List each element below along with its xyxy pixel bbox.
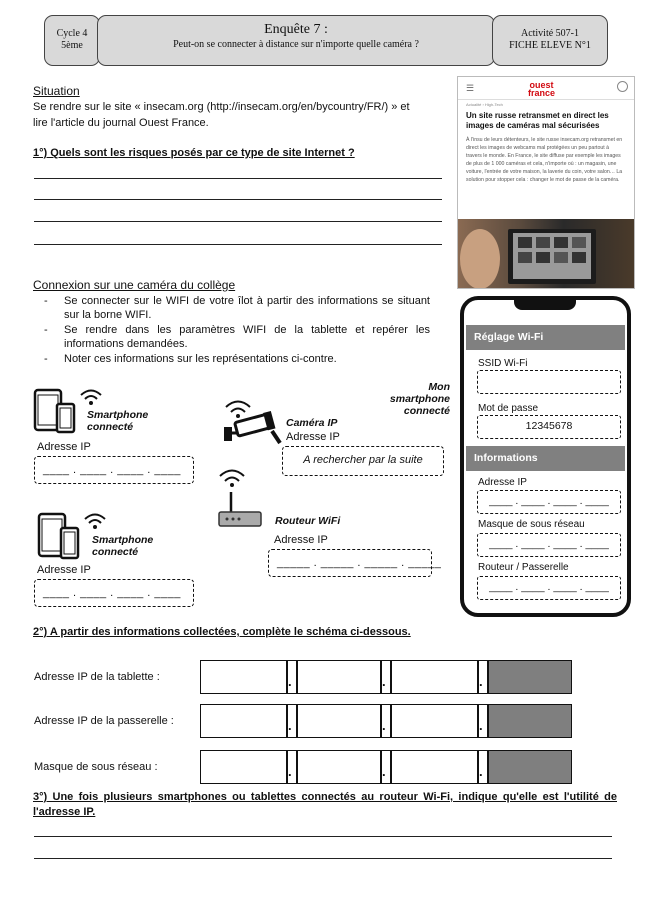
- answer-line[interactable]: [34, 244, 442, 245]
- wifi-settings-header: Réglage Wi-Fi: [466, 325, 625, 350]
- octet-separator: .: [288, 674, 292, 689]
- header-level-box: [44, 15, 100, 66]
- schema-row-label: Masque de sous réseau :: [34, 761, 158, 773]
- question-3-line-2: l'adresse IP.: [33, 806, 96, 818]
- octet-box[interactable]: [297, 750, 381, 784]
- question-1: 1°) Quels sont les risques posés par ce type de site Internet ?: [33, 147, 355, 159]
- smartphone-1-ip-label: Adresse IP: [37, 441, 91, 453]
- instruction-item: - Se rendre dans les paramètres WIFI de la tablette et repérer les informations demandées.: [38, 323, 430, 351]
- article-breadcrumb: Actualité › High-Tech: [466, 102, 503, 107]
- article-screenshot: [457, 76, 635, 289]
- octet-box[interactable]: [391, 750, 478, 784]
- octet-box[interactable]: [200, 660, 287, 694]
- schema-row-tablet-ip: [200, 660, 572, 694]
- router-ip-label: Adresse IP: [274, 534, 328, 546]
- octet-box[interactable]: [200, 704, 287, 738]
- octet-box[interactable]: [391, 660, 478, 694]
- article-title: Un site russe retransmet en direct les images de caméras mal sécurisées: [466, 111, 609, 130]
- label-line: smartphone: [389, 393, 450, 405]
- header-title-box: [97, 15, 495, 66]
- header-activity-box: [492, 15, 608, 66]
- ip-blank: ____ . ____ . ____ . ____: [43, 587, 181, 599]
- smartphone-1-ip-field[interactable]: [34, 456, 194, 484]
- situation-heading: Situation: [33, 84, 80, 98]
- octet-separator: .: [382, 674, 386, 689]
- subnet-mask-field[interactable]: ____ . ____ . ____ . ____: [477, 533, 621, 557]
- ip-blank: _____ . _____ . _____ . _____: [277, 557, 442, 569]
- octet-separator: .: [479, 674, 483, 689]
- instruction-item: - Noter ces informations sur les représentations ci-contre.: [38, 352, 430, 366]
- phone-notch: [514, 298, 576, 310]
- gateway-label: Routeur / Passerelle: [478, 562, 569, 573]
- ssid-field[interactable]: [477, 370, 621, 394]
- router-ip-field[interactable]: [268, 549, 442, 577]
- label-line: Smartphone: [92, 534, 154, 546]
- octet-box[interactable]: [297, 704, 381, 738]
- header-level: Cycle 4: [56, 28, 88, 39]
- answer-line[interactable]: [34, 858, 612, 859]
- wifi-icon: [82, 510, 108, 530]
- subnet-mask-label: Masque de sous réseau: [478, 519, 585, 530]
- question-3-line-1: 3°) Une fois plusieurs smartphones ou tablettes connectés au routeur Wi-Fi, indique qu'elle est l'utilité de: [33, 791, 617, 803]
- article-topbar: [458, 77, 634, 100]
- camera-label: Caméra IP: [286, 417, 338, 429]
- label-line: connecté: [87, 421, 134, 433]
- tablet-phone-icon: [37, 512, 85, 562]
- smartphone-2-label: [92, 534, 153, 558]
- label-line: connecté: [92, 546, 139, 558]
- smartphone-2-ip-field[interactable]: [34, 579, 194, 607]
- schema-row-label: Adresse IP de la tablette :: [34, 671, 160, 683]
- info-header: Informations: [466, 446, 625, 471]
- header-grade: 5ème: [61, 40, 83, 51]
- octet-box-filled: [488, 704, 572, 738]
- ip-blank: ____ . ____ . ____ . ____: [43, 464, 181, 476]
- answer-line[interactable]: [34, 221, 442, 222]
- camera-ip-label: Adresse IP: [286, 431, 340, 443]
- label-line: Smartphone: [87, 409, 149, 421]
- octet-box[interactable]: [297, 660, 381, 694]
- instruction-list: [38, 294, 430, 367]
- octet-separator: .: [288, 718, 292, 733]
- smartphone-1-label: [87, 409, 148, 433]
- article-photo: [458, 219, 634, 289]
- router-label: Routeur WiFi: [275, 515, 341, 527]
- octet-separator: .: [479, 764, 483, 779]
- instruction-item: - Se connecter sur le WIFI de votre îlot à partir des informations se situant sur la borne WIFI.: [38, 294, 430, 322]
- schema-row-subnet-mask: [200, 750, 572, 784]
- header-activity: Activité 507-1: [520, 28, 580, 39]
- question-2: 2°) A partir des informations collectées, complète le schéma ci-dessous.: [33, 626, 411, 638]
- situation-line-1: Se rendre sur le site « insecam.org (http://insecam.org/en/bycountry/FR/) » et: [33, 101, 410, 113]
- smartphone-2-ip-label: Adresse IP: [37, 564, 91, 576]
- user-icon: [617, 81, 628, 92]
- octet-box[interactable]: [200, 750, 287, 784]
- phone-mockup: [460, 296, 631, 617]
- tablet-phone-icon: [33, 386, 81, 436]
- octet-separator: .: [382, 764, 386, 779]
- menu-icon: ☰: [466, 83, 475, 93]
- header-sheet: FICHE ELEVE N°1: [509, 40, 591, 51]
- octet-box-filled: [488, 660, 572, 694]
- ip-camera-icon: [222, 405, 284, 445]
- camera-ip-value: A rechercher par la suite: [303, 454, 423, 466]
- logo-line-1: ouest: [529, 80, 554, 90]
- gateway-field[interactable]: ____ . ____ . ____ . ____: [477, 576, 621, 600]
- answer-line[interactable]: [34, 199, 442, 200]
- page-subtitle: Peut-on se connecter à distance sur n'importe quelle caméra ?: [173, 39, 419, 50]
- situation-line-2: lire l'article du journal Ouest France.: [33, 117, 209, 129]
- answer-line[interactable]: [34, 836, 612, 837]
- camera-ip-field[interactable]: [282, 446, 444, 476]
- page-title: Enquête 7 :: [264, 22, 328, 37]
- ssid-label: SSID Wi-Fi: [478, 358, 528, 369]
- logo-line-2: france: [528, 88, 556, 98]
- label-line: Mon: [428, 381, 450, 393]
- connexion-heading: Connexion sur une caméra du collège: [33, 278, 236, 292]
- my-smartphone-label: [380, 381, 450, 417]
- wifi-icon: [78, 386, 104, 406]
- router-icon: [215, 490, 265, 532]
- octet-separator: .: [382, 718, 386, 733]
- answer-line[interactable]: [34, 178, 442, 179]
- octet-box-filled: [488, 750, 572, 784]
- octet-box[interactable]: [391, 704, 478, 738]
- password-label: Mot de passe: [478, 403, 539, 414]
- password-field[interactable]: 12345678: [477, 415, 621, 439]
- article-text: À l'insu de leurs détenteurs, le site russe insecam.org retransmet en direct les images de webcams mal protégées un peu partout à travers le monde. En France, le site diffuse par exemple les images de plus de 1 000 caméras et cela, n'importe où : un magasin, une voiture, l'entrée de votre maison, la laverie du coin, votre salon… La solution pour stopper cela : changer le mot de passe de la caméra.: [466, 137, 623, 183]
- photo-illustration: [458, 219, 634, 289]
- schema-row-gateway-ip: [200, 704, 572, 738]
- ip-address-field[interactable]: ____ . ____ . ____ . ____: [477, 490, 621, 514]
- octet-separator: .: [479, 718, 483, 733]
- schema-row-label: Adresse IP de la passerelle :: [34, 715, 174, 727]
- octet-separator: .: [288, 764, 292, 779]
- wifi-icon: [216, 466, 248, 488]
- ouest-france-logo: [528, 81, 555, 97]
- label-line: connecté: [403, 405, 450, 417]
- ip-address-label: Adresse IP: [478, 477, 527, 488]
